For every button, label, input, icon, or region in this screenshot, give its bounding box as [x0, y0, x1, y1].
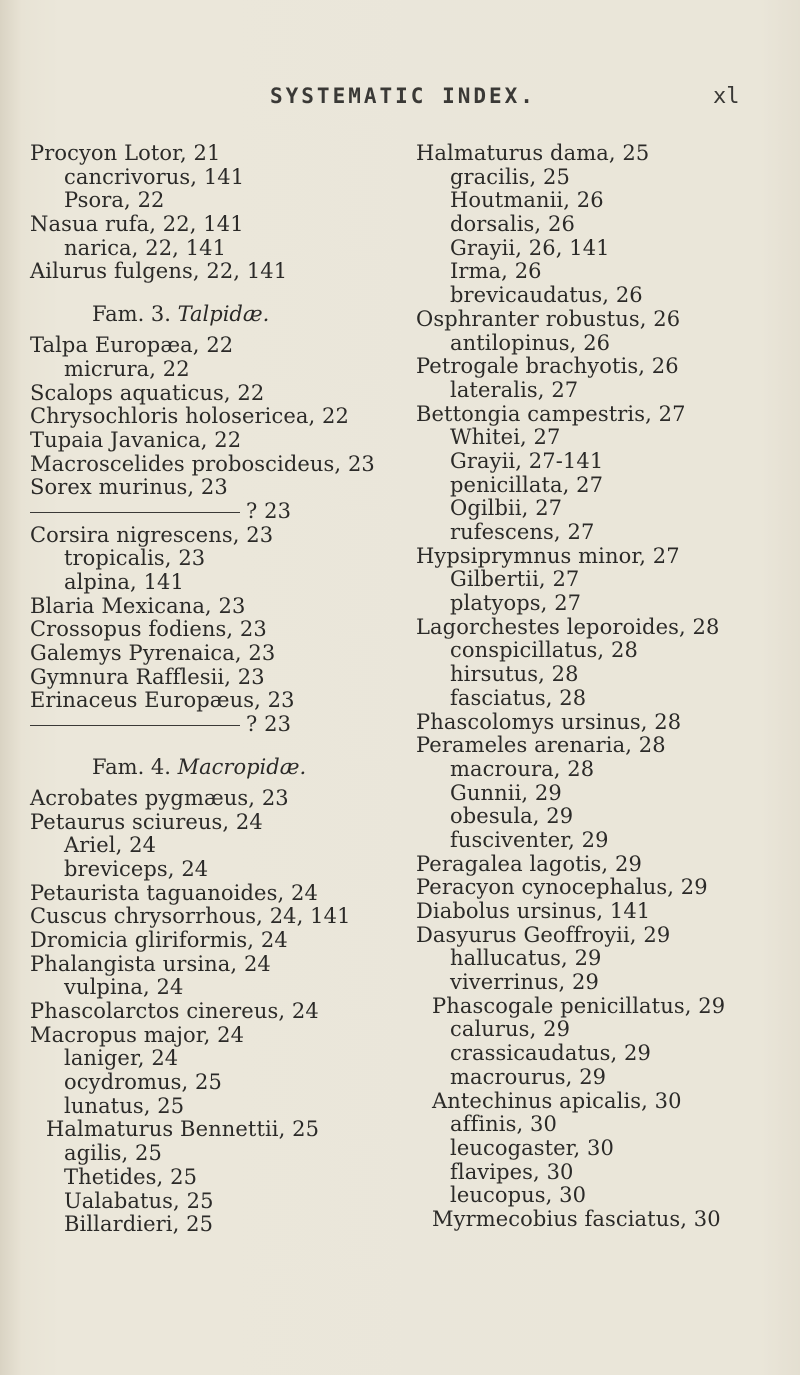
entry-text: Ailurus fulgens, 22, 141: [30, 259, 288, 284]
entry-text: penicillata, 27: [450, 472, 604, 497]
index-subentry: [30, 976, 420, 1000]
index-entry: [416, 924, 800, 948]
entry-text: macrourus, 29: [450, 1064, 607, 1089]
entry-text: Diabolus ursinus, 141: [416, 899, 651, 923]
entry-text: Cuscus chrysorrhous, 24, 141: [30, 904, 351, 929]
entry-text: Grayii, 27-141: [450, 448, 604, 473]
index-entry: [416, 355, 800, 379]
index-entry: [416, 308, 800, 332]
entry-text: Thetides, 25: [64, 1164, 198, 1189]
entry-text: Phascolomys ursinus, 28: [416, 709, 682, 734]
entry-text: Hypsiprymnus minor, 27: [416, 543, 680, 568]
index-entry: [30, 500, 420, 524]
index-entry: [30, 1000, 420, 1024]
index-entry: [30, 811, 420, 835]
entry-text: Grayii, 26, 141: [450, 235, 610, 260]
index-subentry: [30, 1095, 420, 1119]
index-entry: [416, 876, 800, 900]
index-subentry: [416, 1113, 800, 1137]
index-subentry: [416, 1042, 800, 1066]
entry-text: ocydromus, 25: [64, 1070, 222, 1095]
index-subentry: [416, 782, 800, 806]
entry-text: vulpina, 24: [64, 975, 184, 1000]
entry-text: Lagorchestes leporoides, 28: [416, 614, 720, 639]
index-subentry: [416, 379, 800, 403]
index-entry: [30, 642, 420, 666]
index-subentry: [416, 237, 800, 261]
index-entry: [416, 1090, 800, 1114]
entry-text: Halmaturus Bennettii, 25: [46, 1117, 320, 1142]
entry-text: lunatus, 25: [64, 1093, 185, 1118]
index-entry: [30, 689, 420, 713]
ditto-rule: [30, 512, 240, 513]
index-subentry: [416, 450, 800, 474]
index-entry: [416, 1208, 800, 1232]
index-entry: [416, 734, 800, 758]
entry-text: Billardieri, 25: [64, 1212, 214, 1237]
entry-text: affinis, 30: [450, 1112, 557, 1137]
index-entry: [30, 929, 420, 953]
index-entry: [30, 142, 420, 166]
entry-text: Ariel, 24: [64, 833, 157, 858]
index-subentry: [416, 497, 800, 521]
index-subentry: [416, 521, 800, 545]
entry-text: macroura, 28: [450, 756, 595, 781]
entry-text: fasciatus, 28: [450, 685, 587, 710]
family-heading: [30, 298, 420, 334]
entry-text: Petaurus sciureus, 24: [30, 809, 263, 834]
index-subentry: [416, 829, 800, 853]
entry-text: Phascogale penicillatus, 29: [432, 993, 726, 1018]
index-subentry: [416, 189, 800, 213]
index-title: SYSTEMATIC INDEX.: [270, 84, 536, 108]
index-entry: [416, 403, 800, 427]
entry-text: Ualabatus, 25: [64, 1188, 214, 1213]
entry-text: Dasyurus Geoffroyii, 29: [416, 922, 671, 947]
entry-text: Blaria Mexicana, 23: [30, 593, 246, 618]
index-subentry: [30, 1190, 420, 1214]
entry-text: Whitei, 27: [450, 425, 561, 450]
entry-text: Chrysochloris holosericea, 22: [30, 404, 349, 429]
entry-text: Ogilbii, 27: [450, 496, 563, 521]
index-subentry: [416, 1184, 800, 1208]
entry-text: Procyon Lotor, 21: [30, 141, 221, 165]
ditto-rule: [30, 725, 240, 726]
entry-text: rufescens, 27: [450, 520, 595, 544]
entry-text: Phascolarctos cinereus, 24: [30, 999, 319, 1023]
entry-text: Tupaia Javanica, 22: [30, 427, 242, 452]
entry-text: Galemys Pyrenaica, 23: [30, 641, 276, 666]
entry-text: Antechinus apicalis, 30: [432, 1088, 682, 1113]
index-subentry: [30, 547, 420, 571]
index-subentry: [416, 1018, 800, 1042]
entry-text: Dromicia gliriformis, 24: [30, 927, 288, 952]
entry-text: Petaurista taguanoides, 24: [30, 880, 318, 905]
index-entry: [416, 616, 800, 640]
index-subentry: [416, 639, 800, 663]
entry-text: dorsalis, 26: [450, 212, 575, 237]
entry-text: Erinaceus Europæus, 23: [30, 688, 295, 713]
entry-text: Gymnura Rafflesii, 23: [30, 664, 265, 689]
entry-text: crassicaudatus, 29: [450, 1041, 651, 1066]
entry-text: Corsira nigrescens, 23: [30, 522, 274, 547]
index-subentry: [30, 1071, 420, 1095]
section-spacer: [30, 284, 420, 298]
index-subentry: [30, 1166, 420, 1190]
index-subentry: [416, 1066, 800, 1090]
index-entry: [30, 1024, 420, 1048]
index-subentry: [30, 358, 420, 382]
running-header: [0, 84, 800, 114]
index-entry: [30, 476, 420, 500]
entry-text: Myrmecobius fasciatus, 30: [432, 1206, 721, 1231]
entry-text: Acrobates pygmæus, 23: [30, 785, 289, 810]
entry-text: tropicalis, 23: [64, 546, 206, 571]
entry-text: agilis, 25: [64, 1141, 162, 1166]
entry-text: micrura, 22: [64, 356, 190, 381]
entry-text: calurus, 29: [450, 1017, 571, 1042]
index-subentry: [30, 571, 420, 595]
entry-text: brevicaudatus, 26: [450, 283, 643, 308]
index-subentry: [30, 858, 420, 882]
index-entry: [30, 382, 420, 406]
entry-text: gracilis, 25: [450, 164, 570, 189]
index-subentry: [30, 237, 420, 261]
index-entry: [30, 260, 420, 284]
index-subentry: [416, 568, 800, 592]
entry-text: viverrinus, 29: [450, 970, 599, 995]
entry-text: Macropus major, 24: [30, 1022, 245, 1047]
entry-text: leucogaster, 30: [450, 1135, 614, 1160]
page-number: xl: [713, 84, 740, 109]
index-subentry: [416, 805, 800, 829]
index-entry: [30, 666, 420, 690]
index-entry: [30, 429, 420, 453]
index-subentry: [30, 1047, 420, 1071]
index-entry: [30, 618, 420, 642]
entry-text: antilopinus, 26: [450, 330, 611, 355]
index-entry: [416, 711, 800, 735]
entry-text: Peracyon cynocephalus, 29: [416, 875, 708, 900]
index-subentry: [416, 592, 800, 616]
index-subentry: [416, 260, 800, 284]
entry-text: flavipes, 30: [450, 1159, 574, 1184]
index-entry: [30, 713, 420, 737]
entry-text: ? 23: [246, 712, 292, 737]
entry-text: ? 23: [246, 498, 292, 523]
entry-text: lateralis, 27: [450, 377, 579, 402]
index-entry: [416, 853, 800, 877]
entry-text: Irma, 26: [450, 259, 542, 284]
index-entry: [416, 142, 800, 166]
index-subentry: [416, 474, 800, 498]
entry-text: breviceps, 24: [64, 856, 209, 881]
index-entry: [30, 595, 420, 619]
index-subentry: [416, 758, 800, 782]
entry-text: obesula, 29: [450, 804, 574, 829]
index-subentry: [416, 971, 800, 995]
entry-text: Talpa Europæa, 22: [30, 333, 234, 358]
index-subentry: [416, 426, 800, 450]
index-subentry: [416, 1161, 800, 1185]
entry-text: alpina, 141: [64, 570, 184, 594]
index-entry: [416, 995, 800, 1019]
entry-text: Gilbertii, 27: [450, 567, 580, 592]
entry-text: fusciventer, 29: [450, 827, 609, 852]
index-subentry: [416, 947, 800, 971]
entry-text: Peragalea lagotis, 29: [416, 851, 642, 876]
family-heading: [30, 751, 420, 787]
index-subentry: [30, 189, 420, 213]
entry-text: Bettongia campestris, 27: [416, 401, 686, 426]
entry-text: narica, 22, 141: [64, 235, 227, 260]
index-subentry: [416, 166, 800, 190]
entry-text: cancrivorus, 141: [64, 164, 245, 189]
index-entry: [30, 524, 420, 548]
index-column-right: [416, 142, 800, 1232]
entry-text: Petrogale brachyotis, 26: [416, 354, 679, 379]
index-subentry: [416, 332, 800, 356]
entry-text: laniger, 24: [64, 1046, 179, 1071]
entry-text: Macroscelides proboscideus, 23: [30, 451, 375, 476]
index-column-left: [30, 142, 420, 1237]
index-entry: [30, 213, 420, 237]
family-number: Fam. 3.: [92, 302, 178, 327]
index-subentry: [30, 1213, 420, 1237]
index-entry: [416, 545, 800, 569]
index-entry: [30, 882, 420, 906]
section-spacer: [30, 737, 420, 751]
entry-text: Gunnii, 29: [450, 780, 562, 805]
index-subentry: [30, 166, 420, 190]
entry-text: hirsutus, 28: [450, 662, 579, 687]
index-entry: [30, 405, 420, 429]
index-subentry: [416, 663, 800, 687]
family-name: Macropidæ.: [177, 754, 307, 779]
index-entry: [30, 787, 420, 811]
entry-text: Crossopus fodiens, 23: [30, 617, 267, 642]
entry-text: Perameles arenaria, 28: [416, 733, 666, 758]
index-subentry: [30, 1142, 420, 1166]
entry-text: Halmaturus dama, 25: [416, 141, 650, 165]
entry-text: Psora, 22: [64, 188, 165, 213]
family-number: Fam. 4.: [92, 754, 178, 779]
entry-text: hallucatus, 29: [450, 946, 602, 971]
entry-text: leucopus, 30: [450, 1183, 587, 1208]
index-subentry: [416, 1137, 800, 1161]
index-entry: [416, 900, 800, 924]
index-subentry: [416, 213, 800, 237]
entry-text: conspicillatus, 28: [450, 638, 638, 663]
entry-text: Houtmanii, 26: [450, 188, 604, 213]
index-entry: [30, 334, 420, 358]
entry-text: Nasua rufa, 22, 141: [30, 212, 244, 237]
entry-text: platyops, 27: [450, 591, 582, 616]
index-entry: [30, 905, 420, 929]
entry-text: Sorex murinus, 23: [30, 475, 228, 500]
index-subentry: [30, 834, 420, 858]
family-name: Talpidæ.: [177, 302, 270, 327]
index-subentry: [416, 284, 800, 308]
index-entry: [30, 453, 420, 477]
entry-text: Scalops aquaticus, 22: [30, 380, 265, 405]
index-subentry: [416, 687, 800, 711]
entry-text: Osphranter robustus, 26: [416, 306, 681, 331]
index-entry: [30, 1118, 420, 1142]
index-entry: [30, 953, 420, 977]
entry-text: Phalangista ursina, 24: [30, 951, 271, 976]
